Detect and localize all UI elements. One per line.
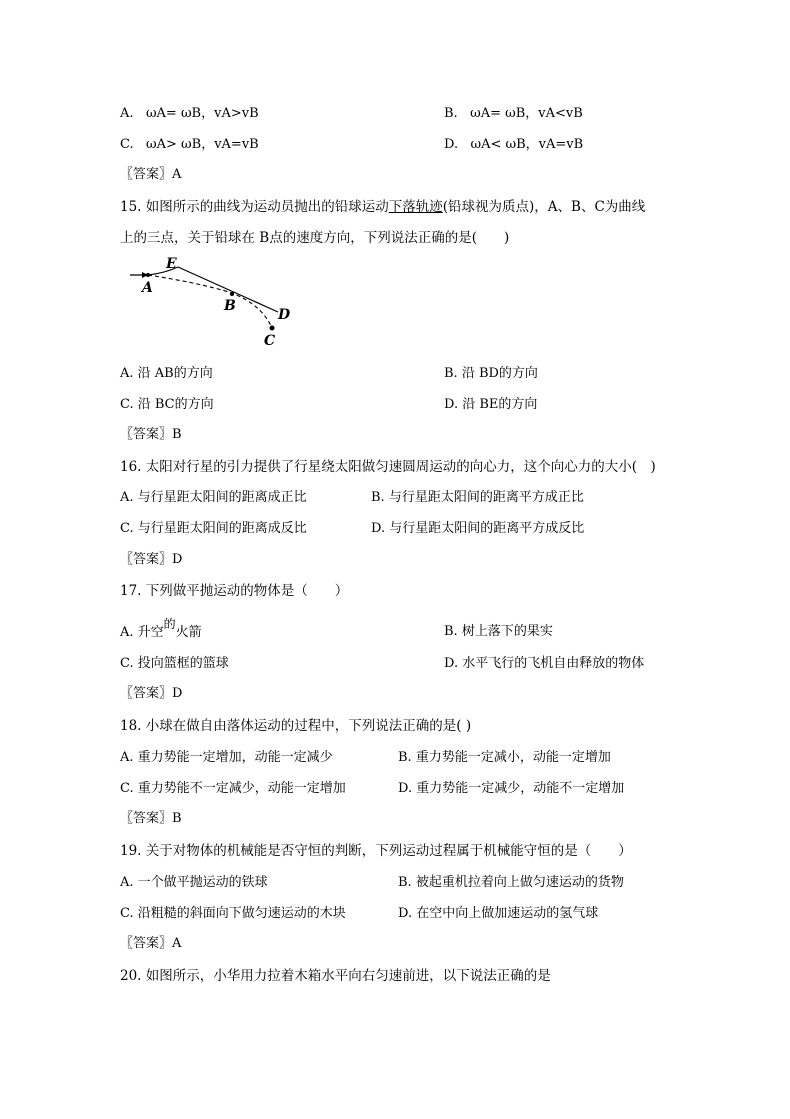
- q18-stem: 18. 小球在做自由落体运动的过程中，下列说法正确的是( ): [120, 718, 472, 734]
- q18-answer: 〖答案〗B: [120, 811, 182, 826]
- q15-option-a: A. 沿 AB的方向: [120, 366, 213, 381]
- option-text: ωA< ωB，vA=vB: [470, 137, 584, 152]
- q16-option-a: A. 与行星距太阳间的距离成正比: [120, 490, 307, 505]
- q20-stem: 20. 如图所示，小华用力拉着木箱水平向右匀速前进，以下说法正确的是: [120, 968, 551, 984]
- q14-option-b: [444, 105, 583, 123]
- q17-option-d: D. 水平飞行的飞机自由释放的物体: [444, 656, 645, 671]
- point-b: [230, 292, 234, 296]
- q17-option-b: B. 树上落下的果实: [444, 624, 553, 639]
- q14-option-d: [444, 136, 583, 154]
- label-e: E: [166, 256, 177, 272]
- q14-answer: 〖答案〗A: [120, 167, 182, 182]
- option-label: C.: [120, 137, 134, 152]
- q19-answer: 〖答案〗A: [120, 936, 182, 951]
- q17-option-a: [120, 617, 202, 642]
- q19-option-d: D. 在空中向上做加速运动的氢气球: [398, 906, 599, 921]
- option-label: A.: [120, 106, 134, 121]
- label-b: B: [224, 298, 236, 314]
- q18-option-c: C. 重力势能不一定减少，动能一定增加: [120, 781, 346, 796]
- option-label: B.: [444, 106, 458, 121]
- q15-option-b: B. 沿 BD的方向: [444, 366, 538, 381]
- q16-option-d: D. 与行星距太阳间的距离平方成反比: [371, 521, 585, 536]
- option-text: 火箭: [175, 625, 202, 640]
- q16-option-b: B. 与行星距太阳间的距离平方成正比: [371, 490, 584, 505]
- q15-option-c: C. 沿 BC的方向: [120, 397, 214, 412]
- q17-answer: 〖答案〗D: [120, 686, 183, 701]
- point-a: [146, 273, 150, 277]
- q15-stem-line2: 上的三点，关于铅球在 B点的速度方向，下列说法正确的是( ): [120, 230, 510, 246]
- point-c: [270, 326, 275, 331]
- q18-option-b: B. 重力势能一定减小，动能一定增加: [398, 750, 611, 765]
- label-a: A: [142, 280, 153, 296]
- option-text: ωA> ωB，vA=vB: [146, 137, 259, 152]
- q17-stem: 17. 下列做平抛运动的物体是（ ）: [120, 583, 349, 599]
- q16-answer: 〖答案〗D: [120, 552, 183, 567]
- q17-option-c: C. 投向篮框的篮球: [120, 656, 229, 671]
- q19-option-c: C. 沿粗糙的斜面向下做匀速运动的木块: [120, 906, 346, 921]
- q14-option-a: [120, 105, 259, 123]
- stem-text: (铅球视为质点)，A、B、C为曲线: [442, 199, 646, 215]
- q15-answer: 〖答案〗B: [120, 427, 182, 442]
- q19-option-a: A. 一个做平抛运动的铁球: [120, 875, 268, 890]
- option-text: ωA= ωB，vA<vB: [470, 106, 583, 121]
- q14-option-c: [120, 136, 259, 154]
- q16-stem: 16. 太阳对行星的引力提供了行星绕太阳做匀速圆周运动的向心力，这个向心力的大小( ): [120, 459, 656, 475]
- option-text: ωA= ωB，vA>vB: [145, 106, 259, 121]
- q15-option-d: D. 沿 BE的方向: [444, 397, 538, 412]
- q19-stem: 19. 关于对物体的机械能是否守恒的判断，下列运动过程属于机械能守恒的是（ ）: [120, 843, 632, 859]
- stem-underlined-text: 下落轨迹: [388, 199, 443, 215]
- option-label: D.: [444, 137, 459, 152]
- q19-option-b: B. 被起重机拉着向上做匀速运动的货物: [398, 875, 624, 890]
- q16-option-c: C. 与行星距太阳间的距离成反比: [120, 521, 307, 536]
- trajectory-figure: [120, 255, 300, 350]
- label-d: D: [278, 307, 291, 323]
- option-text: A. 升空: [120, 625, 164, 640]
- stem-text: 15. 如图所示的曲线为运动员抛出的铅球运动: [120, 199, 389, 215]
- label-c: C: [264, 333, 276, 349]
- q18-option-a: A. 重力势能一定增加，动能一定减少: [120, 750, 333, 765]
- q15-stem-line1: [120, 198, 645, 216]
- q18-option-d: D. 重力势能一定减少，动能不一定增加: [398, 781, 625, 796]
- option-raised-char: 的: [163, 617, 176, 631]
